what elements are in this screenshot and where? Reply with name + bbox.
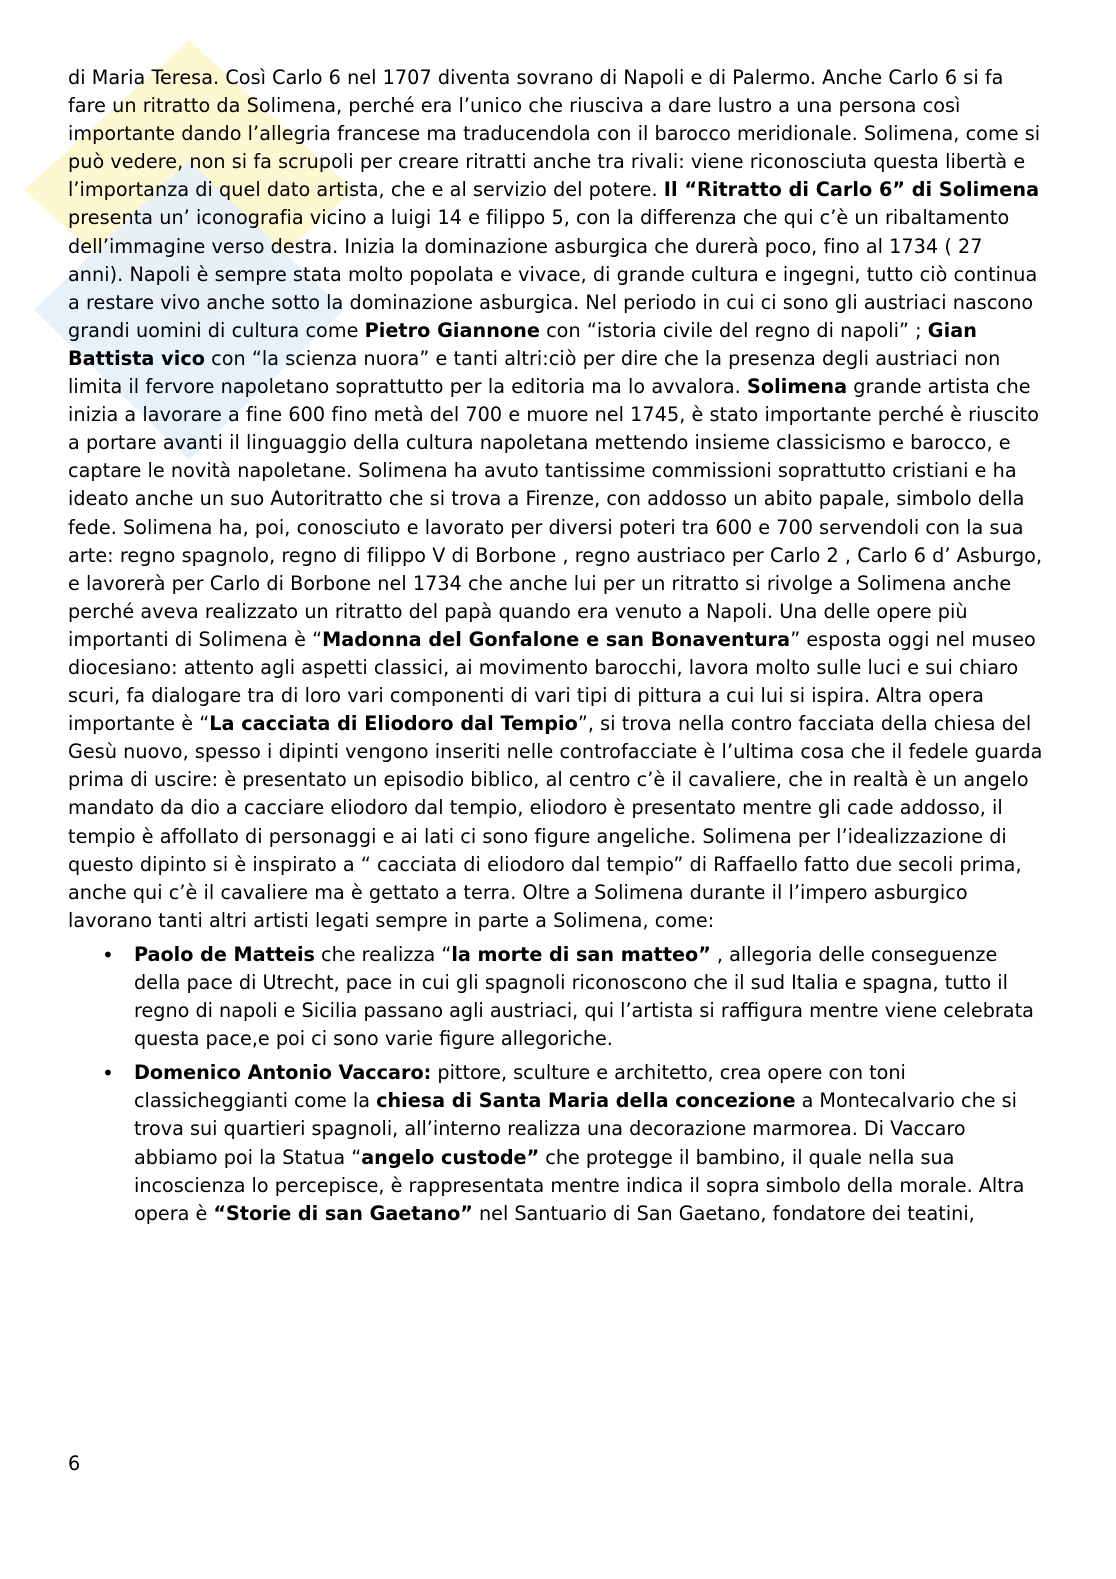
text-run: , allegoria delle conseguenze della pace di Utrecht, pace in cui gli spagnoli riconoscono che il sud Italia e spagna, tutto il regno di napoli e Sicilia passano agli austriaci, qui l’artista si raffigura mentre viene celebrata questa pace,e poi ci sono varie figure allegoriche. xyxy=(134,942,1034,1051)
text-run: che realizza “ xyxy=(314,942,452,966)
intro-paragraph xyxy=(68,64,1043,935)
bold-run: Il “Ritratto di Carlo 6” di Solimena xyxy=(663,178,1040,202)
bullet-text xyxy=(134,1061,1024,1224)
bold-run: La cacciata di Eliodoro dal Tempio xyxy=(209,712,578,736)
bullet-item-domenico-vaccaro xyxy=(68,1059,1043,1228)
bold-run: Solimena xyxy=(746,375,848,399)
text-run: con “la scienza nuora” e tanti altri:ciò per dire che la presenza degli austriaci non limita il fervore napoletano soprattutto per la editoria ma lo avvalora. xyxy=(68,346,1001,399)
bold-run: la morte di san matteo” xyxy=(451,942,711,966)
bullet-icon: • xyxy=(102,1061,114,1086)
page-number: 6 xyxy=(68,1452,81,1475)
bold-run: Pietro Giannone xyxy=(364,318,540,342)
text-run: nel Santuario di San Gaetano, fondatore dei teatini, xyxy=(472,1201,975,1225)
bold-run: chiesa di Santa Maria della concezione xyxy=(376,1089,796,1113)
page-content xyxy=(68,64,1043,1228)
text-run: a Montecalvario che si trova sui quartieri spagnoli, all’interno realizza una decorazione marmorea. Di Vaccaro abbiamo poi la Statua “ xyxy=(134,1089,1017,1169)
bullet-item-paolo-de-matteis xyxy=(68,941,1043,1053)
text-run: ”, si trova nella contro facciata della chiesa del Gesù nuovo, spesso i dipinti vengono inseriti nelle controfacciate è l’ultima cosa che il fedele guarda prima di uscire: è presentato un episodio biblico, al centro c’è il cavaliere, che in realtà è un angelo mandato da dio a cacciare eliodoro dal tempio, eliodoro è presentato mentre gli cade addosso, il tempio è affollato di personaggi e ai lati ci sono figure angeliche. Solimena per l’idealizzazione di questo dipinto si è inspirato a “ cacciata di eliodoro dal tempio” di Raffaello fatto due secoli prima, anche qui c’è il cavaliere ma è gettato a terra. Oltre a Solimena durante il l’impero asburgico lavorano tanti altri artisti legati sempre in parte a Solimena, come: xyxy=(68,712,1043,932)
text-run: che protegge il bambino, il quale nella sua incoscienza lo percepisce, è rappresentata mentre indica il sopra simbolo della morale. Altra opera è xyxy=(134,1145,1025,1225)
bullet-text xyxy=(134,943,1034,1050)
bold-run: Domenico Antonio Vaccaro: xyxy=(134,1061,432,1085)
text-run: con “istoria civile del regno di napoli” ; xyxy=(539,318,928,342)
bullet-list xyxy=(68,941,1043,1228)
bold-run: Gian Battista vico xyxy=(68,318,977,370)
text-run: grande artista che inizia a lavorare a fine 600 fino metà del 700 e muore nel 1745, è stato importante perché è riuscito a portare avanti il linguaggio della cultura napoletana mettendo insieme classicismo e barocco, e captare le novità napoletane. Solimena ha avuto tantissime commissioni soprattutto cristiani e ha ideato anche un suo Autoritratto che si trova a Firenze, con addosso un abito papale, simbolo della fede. Solimena ha, poi, conosciuto e lavorato per diversi poteri tra 600 e 700 servendoli con la sua arte: regno spagnolo, regno di filippo V di Borbone , regno austriaco per Carlo 2 , Carlo 6 d’ Asburgo, e lavorerà per Carlo di Borbone nel 1734 che anche lui per un ritratto si rivolge a Solimena anche perché aveva realizzato un ritratto del papà quando era venuto a Napoli. Una delle opere più importanti di Solimena è “ xyxy=(68,375,1043,651)
text-run: presenta un’ iconografia vicino a luigi 14 e filippo 5, con la differenza che qui c’è un ribaltamento dell’immagine verso destra. Inizia la dominazione asburgica che durerà poco, fino al 1734 ( 27 anni). Napoli è sempre stata molto popolata e vivace, di grande cultura e ingegni, tutto ciò continua a restare vivo anche sotto la dominazione asburgica. Nel periodo in cui ci sono gli austriaci nascono grandi uomini di cultura come xyxy=(68,206,1038,342)
bold-run: “Storie di san Gaetano” xyxy=(213,1201,473,1225)
bold-run: angelo custode” xyxy=(361,1145,540,1169)
bullet-icon: • xyxy=(102,942,114,967)
text-run: ” esposta oggi nel museo diocesiano: attento agli aspetti classici, ai movimento barocchi, lavora molto sulle luci e sui chiaro scuri, fa dialogare tra di loro vari componenti di vari tipi di pittura a cui lui si ispira. Altra opera importante è “ xyxy=(68,627,1036,736)
bold-run: Paolo de Matteis xyxy=(134,942,315,966)
text-run: di Maria Teresa. Così Carlo 6 nel 1707 diventa sovrano di Napoli e di Palermo. Anche Carlo 6 si fa fare un ritratto da Solimena, perché era l’unico che riusciva a dare lustro a una persona così importante dando l’allegria francese ma traducendola con il barocco meridionale. Solimena, come si può vedere, non si fa scrupoli per creare ritratti anche tra rivali: viene riconosciuta questa libertà e l’importanza di quel dato artista, che e al servizio del potere. xyxy=(68,66,1041,202)
bold-run: Madonna del Gonfalone e san Bonaventura xyxy=(322,627,791,651)
text-run: pittore, sculture e architetto, crea opere con toni classicheggianti come la xyxy=(134,1061,906,1113)
